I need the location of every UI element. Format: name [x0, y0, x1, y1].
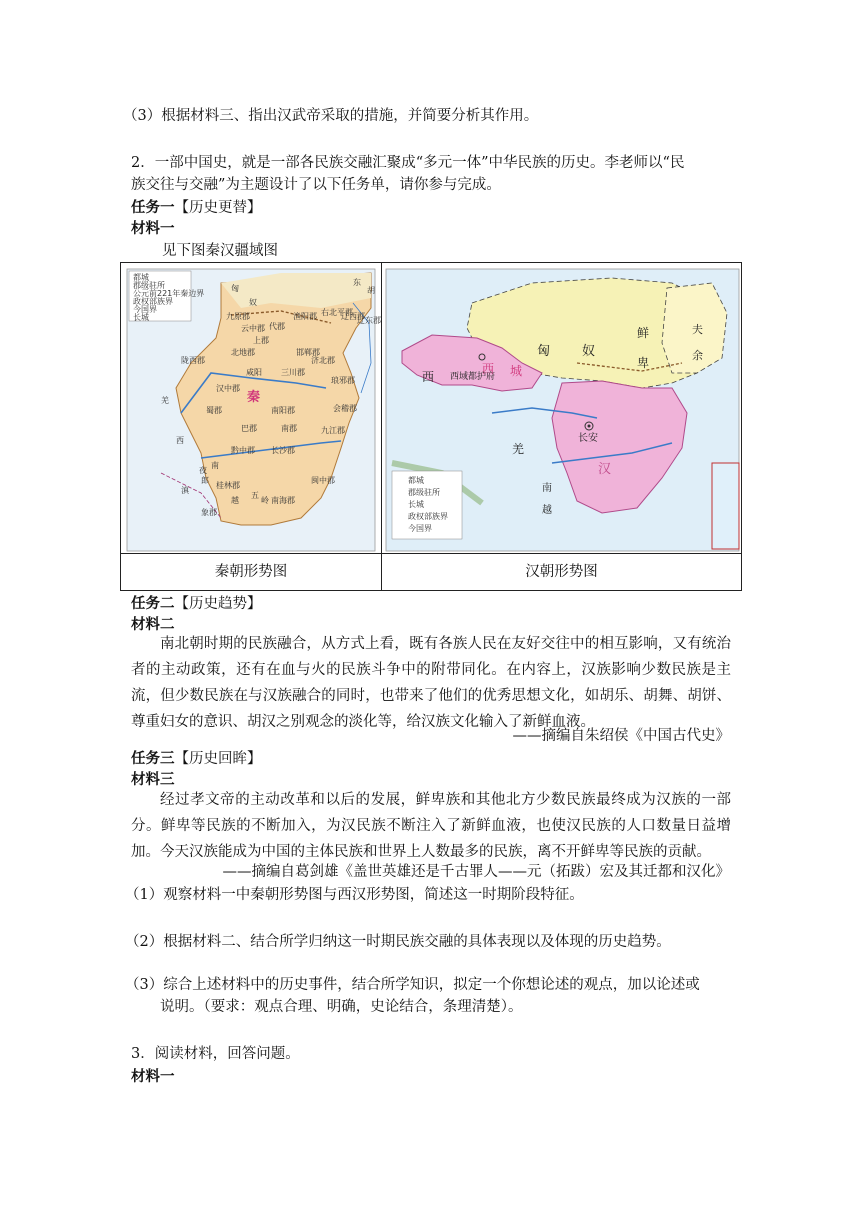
han-map-place-label: 夫 [692, 323, 703, 336]
han-legend-prefecture: 郡级驻所 [408, 488, 440, 497]
question-2-intro-line1: 2．一部中国史，就是一部各民族交融汇聚成“多元一体”中华民族的历史。李老师以“民 [131, 155, 685, 171]
qin-map-cell [121, 263, 381, 590]
qin-map-place-label: 陇西郡 [181, 356, 205, 365]
han-legend-national-border: 今国界 [408, 524, 432, 533]
material3-text: 经过孝文帝的主动改革和以后的发展，鲜卑族和其他北方少数民族最终成为汉族的一部分。鲜卑等民族的不断加入，为汉民族不断注入了新鲜血液，也使汉民族的人口数量日益增加。今天汉族能成为中国的主体民族和世界上人数最多的民族，离不开鲜卑等民族的贡献。 [131, 792, 731, 860]
sub-question-1: （1）观察材料一中秦朝形势图与西汉形势图，简述这一时期阶段特征。 [125, 887, 584, 903]
han-map-place-label: 西 [422, 370, 435, 384]
qin-map-place-label: 桂林郡 [216, 481, 240, 490]
qin-map-place-label: 邯郸郡 [296, 348, 320, 357]
qin-map-place-label: 夜 [199, 466, 207, 475]
material1-heading: 材料一 [131, 221, 175, 237]
qin-legend-polity-border: 政权部族界 [133, 297, 173, 306]
han-legend-polity-border: 政权部族界 [408, 512, 448, 521]
qin-map-place-label: 匈 [231, 284, 239, 293]
qin-map-place-label: 右北平郡 [321, 308, 353, 317]
sub-question-3-line1: （3）综合上述材料中的历史事件，结合所学知识，拟定一个你想论述的观点，加以论述或 [125, 977, 700, 993]
han-legend-capital: 都城 [408, 476, 424, 485]
task1-title: 【历史更替】 [174, 200, 262, 216]
map-table [120, 262, 742, 591]
qin-map-place-label: 羌 [161, 396, 169, 405]
qin-legend-prefecture: 郡级驻所 [133, 281, 165, 290]
qin-map-place-label: 会稽郡 [333, 404, 357, 413]
qin-map-caption: 秦朝形势图 [121, 553, 381, 590]
qin-legend-wall: 长城 [133, 313, 149, 322]
qin-map-place-label: 九江郡 [321, 426, 345, 435]
han-map-place-label: 鲜 [637, 326, 650, 340]
qin-map-place-label: 代郡 [269, 322, 285, 331]
qin-map-place-label: 辽西郡 [341, 312, 365, 321]
qin-map-place-label: 巴郡 [241, 424, 257, 433]
han-map-place-label: 长安 [578, 433, 598, 444]
material2-text: 南北朝时期的民族融合，从方式上看，既有各族人民在友好交往中的相互影响，又有统治者的主动政策，还有在血与火的民族斗争中的附带同化。在内容上，汉族影响少数民族是主流，但少数民族在与汉族融合的同时，也带来了他们的优秀思想文化，如胡乐、胡舞、胡饼、尊重妇女的意识、胡汉之别观念的淡化等，给汉族文化输入了新鲜血液。 [131, 636, 731, 730]
qin-map-place-label: 西 [176, 436, 184, 445]
qin-map-place-label: 南郡 [281, 424, 297, 433]
qin-map-place-label: 辽东郡 [357, 316, 381, 325]
sub-question-3-line2: 说明。（要求：观点合理、明确，史论结合，条理清楚）。 [160, 999, 523, 1015]
han-map-place-label: 卑 [637, 356, 650, 370]
material2-heading: 材料二 [131, 617, 175, 633]
material3-heading: 材料三 [131, 772, 175, 788]
qin-map-place-label: 长沙郡 [271, 446, 295, 455]
qin-legend-border-221: 公元前221年秦边界 [133, 289, 205, 298]
qin-map-place-label: 胡 [367, 286, 375, 295]
qin-map-place-label: 蜀郡 [206, 406, 222, 415]
question-2-intro-line2: 族交往与交融”为主题设计了以下任务单，请你参与完成。 [131, 177, 501, 193]
qin-map-place-label: 越 [231, 496, 239, 505]
qin-legend-capital: 都城 [133, 273, 149, 282]
han-map-place-label: 南 [542, 483, 552, 494]
task3-label: 任务三 [131, 751, 175, 767]
question-1-part-3: （3）根据材料三、指出汉武帝采取的措施，并简要分析其作用。 [123, 108, 539, 124]
sub-question-2: （2）根据材料二、结合所学归纳这一时期民族交融的具体表现以及体现的历史趋势。 [125, 934, 671, 950]
qin-map-place-label: 岭 [261, 496, 269, 505]
material2-source: ——摘编自朱绍侯《中国古代史》 [512, 728, 730, 744]
qin-legend-national-border: 今国界 [133, 305, 157, 314]
qin-map-place-label: 五 [251, 491, 259, 500]
qin-map-place-label: 济北郡 [311, 356, 335, 365]
qin-map-place-label: 黔中郡 [231, 446, 255, 455]
han-map [382, 263, 741, 553]
han-map-place-label: 羌 [512, 442, 525, 456]
task1-heading [131, 198, 262, 218]
qin-map-place-label: 九原郡 [226, 312, 250, 321]
han-map-place-label: 汉 [598, 462, 612, 477]
qin-map-place-label: 南阳郡 [271, 406, 295, 415]
qin-map-place-label: 南海郡 [271, 496, 295, 505]
qin-map-place-label: 东 [353, 278, 361, 287]
qin-map-place-label: 云中郡 [241, 324, 265, 333]
qin-map-place-label: 三川郡 [281, 368, 305, 377]
han-map-place-label: 城 [510, 364, 523, 378]
qin-main-label: 秦 [247, 390, 261, 405]
qin-map-place-label: 琅邪郡 [331, 376, 355, 385]
task3-title: 【历史回眸】 [174, 751, 262, 767]
task2-heading [131, 594, 262, 614]
qin-map-place-label: 咸阳 [246, 368, 262, 377]
qin-map-place-label: 渔阳郡 [293, 312, 317, 321]
han-map-place-label: 余 [692, 349, 703, 362]
material3-source: ——摘编自葛剑雄《盖世英雄还是千古罪人——元（拓跋）宏及其迁都和汉化》 [222, 864, 730, 880]
task2-title: 【历史趋势】 [174, 596, 262, 612]
qin-map-place-label: 南 [211, 461, 219, 470]
qin-map-place-label: 北地郡 [231, 348, 255, 357]
task1-label: 任务一 [131, 200, 175, 216]
han-map-place-label: 西域都护府 [450, 372, 496, 382]
qin-map-place-label: 汉中郡 [216, 384, 240, 393]
question-3-material1-heading: 材料一 [131, 1069, 175, 1085]
qin-map [121, 263, 381, 553]
han-legend-wall: 长城 [408, 500, 424, 509]
qin-map-place-label: 象郡 [201, 508, 217, 517]
han-map-cell [382, 263, 741, 590]
han-map-caption: 汉朝形势图 [382, 553, 741, 590]
task3-heading [131, 749, 262, 769]
qin-map-place-label: 郎 [201, 476, 209, 485]
han-map-place-label: 西 [482, 362, 495, 376]
han-map-place-label: 奴 [582, 344, 596, 359]
qin-map-place-label: 上郡 [253, 336, 269, 345]
han-map-place-label: 越 [542, 505, 552, 516]
qin-map-place-label: 滇 [181, 486, 189, 495]
question-3-intro: 3．阅读材料，回答问题。 [131, 1046, 300, 1062]
qin-map-place-label: 闽中郡 [311, 476, 335, 485]
task2-label: 任务二 [131, 596, 175, 612]
material1-text: 见下图秦汉疆域图 [162, 243, 278, 259]
han-map-place-label: 匈 [537, 344, 551, 359]
qin-map-place-label: 奴 [249, 298, 257, 307]
